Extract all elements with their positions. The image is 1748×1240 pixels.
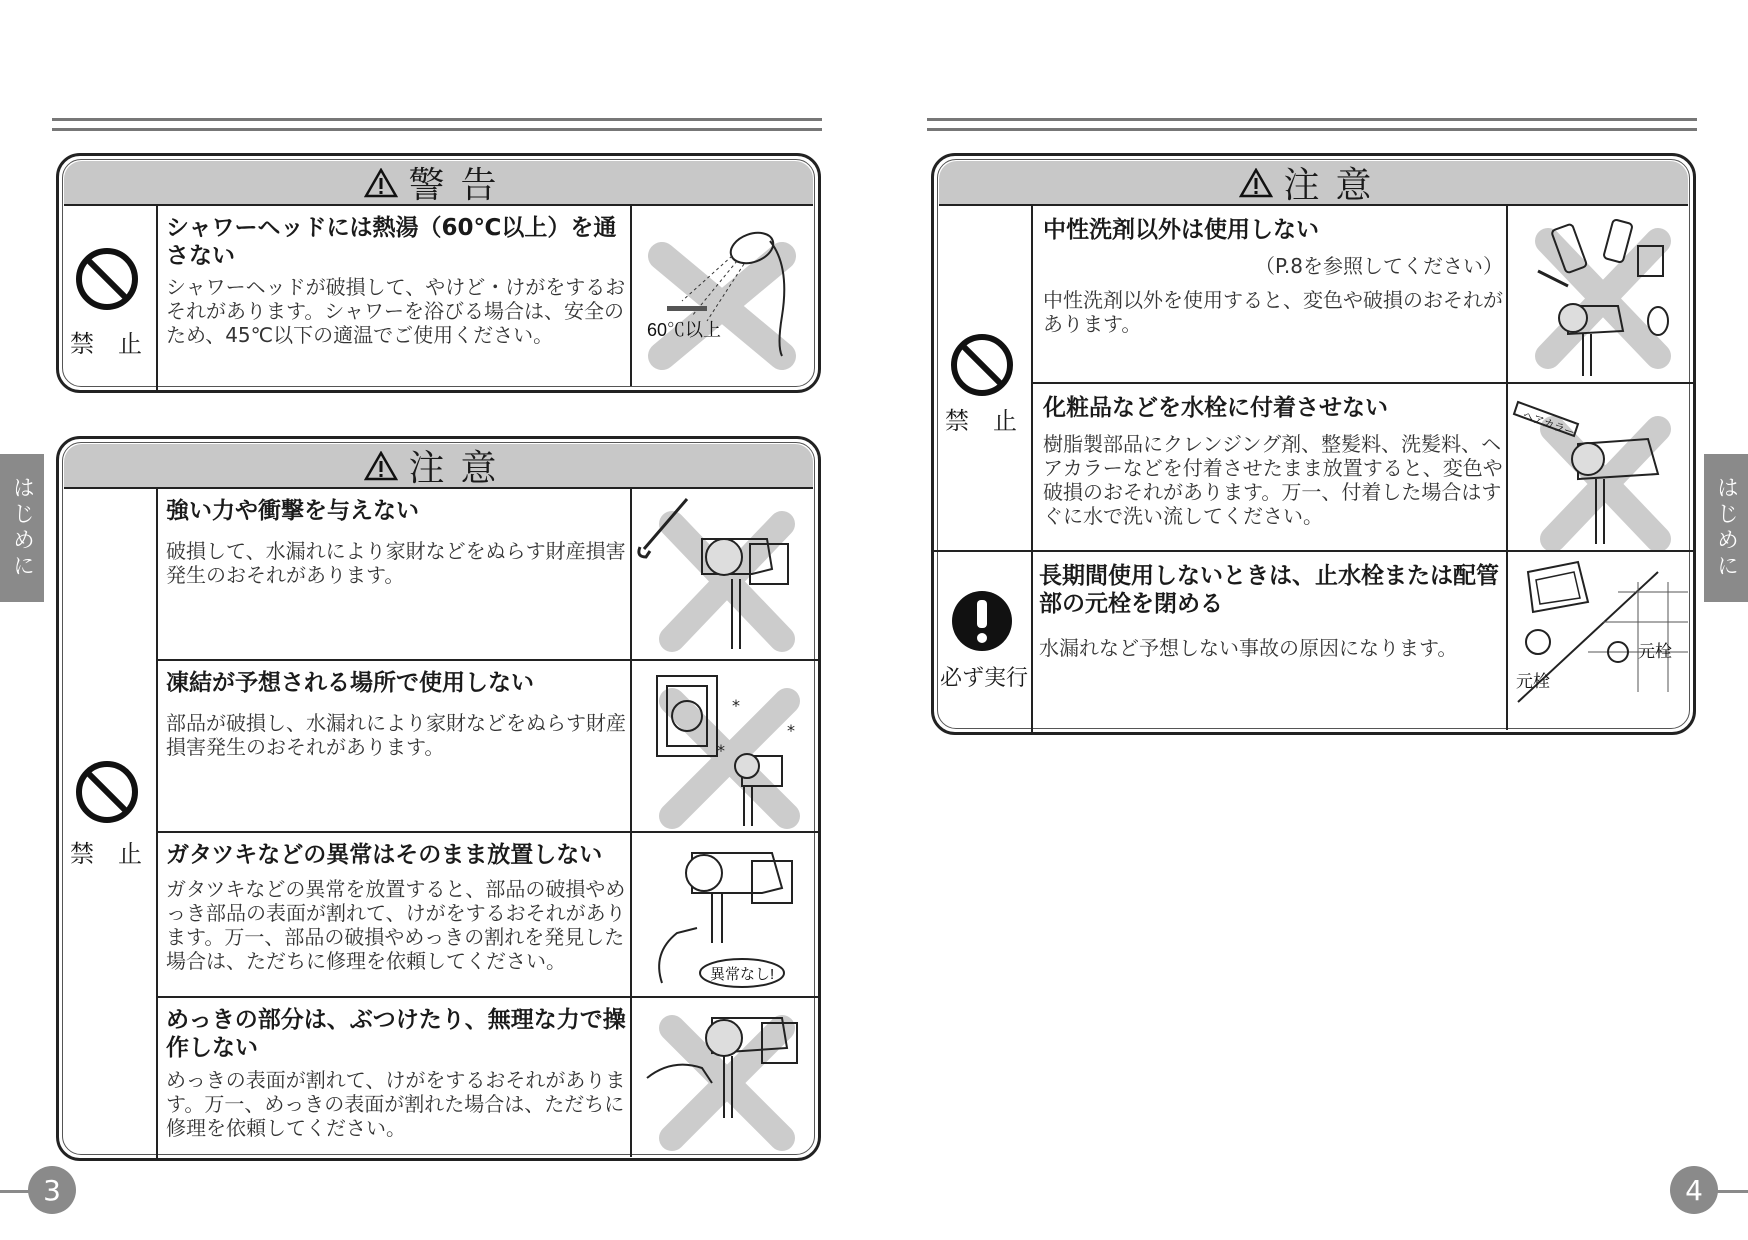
header-rule <box>927 128 1697 131</box>
caution-panel <box>56 436 821 1161</box>
item-body: 部品が破損し、水漏れにより家財などをぬらす財産損害発生のおそれがあります。 <box>166 711 626 759</box>
illustration-label: 60℃以上 <box>647 320 722 340</box>
warning-triangle-icon <box>364 168 398 198</box>
symbol-column <box>934 206 1033 732</box>
item-title: ガタツキなどの異常はそのまま放置しない <box>166 842 603 868</box>
caution-row <box>158 831 818 998</box>
item-title: 強い力や衝撃を与えない <box>166 498 419 524</box>
illustration-hot-water <box>630 206 814 386</box>
illustration-cosmetics <box>1506 384 1695 552</box>
caution-title: 注意 <box>408 448 513 489</box>
side-tab-introduction[interactable]: はじめに <box>0 454 44 602</box>
header-rule <box>927 118 1697 121</box>
header-rule <box>52 118 822 121</box>
illustration-freezing <box>630 661 820 833</box>
caution-row <box>1033 550 1693 730</box>
illustration-label: 異常なし! <box>710 966 775 983</box>
page-number: 4 <box>1670 1166 1718 1214</box>
item-title: 凍結が予想される場所で使用しない <box>166 670 534 696</box>
warning-title: 警告 <box>408 165 513 206</box>
prohibit-icon <box>74 759 140 825</box>
prohibit-icon <box>949 332 1015 398</box>
illustration-detergent <box>1506 206 1695 382</box>
item-title: めっきの部分は、ぶつけたり、無理な力で操作しない <box>166 1007 626 1061</box>
item-body: 中性洗剤以外を使用すると、変色や破損のおそれがあります。 <box>1043 288 1503 336</box>
item-body: ガタツキなどの異常を放置すると、部品の破損やめっき部品の表面が割れて、けがをするおそれがあります。万一、部品の破損やめっきの割れを発見した場合は、ただちに修理を依頼してください。 <box>166 877 626 973</box>
caution-row <box>1033 206 1693 382</box>
item-body: めっきの表面が割れて、けがをするおそれがあります。万一、めっきの表面が割れた場合は、ただちに修理を依頼してください。 <box>166 1068 626 1140</box>
valve-label: 元栓 <box>1516 672 1550 691</box>
item-body: 樹脂製部品にクレンジング剤、整髪料、洗髪料、ヘアカラーなどを付着させたまま放置すると、変色や破損のおそれがあります。万一、付着した場合はすぐに水で洗い流してください。 <box>1043 432 1503 528</box>
prohibit-icon <box>74 246 140 312</box>
illustration-impact <box>630 489 820 659</box>
illustration-check <box>630 833 820 998</box>
item-title: 化粧品などを水栓に付着させない <box>1043 395 1388 421</box>
caution-row <box>158 659 818 833</box>
item-title: シャワーヘッドには熱湯（60℃以上）を通さない <box>166 215 617 269</box>
item-title: 中性洗剤以外は使用しない <box>1043 217 1319 243</box>
prohibit-column <box>59 206 158 390</box>
warning-panel <box>56 153 821 393</box>
side-tab-introduction[interactable]: はじめに <box>1704 454 1748 602</box>
caution-panel <box>931 153 1696 735</box>
svg-text:*: * <box>717 741 725 760</box>
header-rule <box>52 128 822 131</box>
item-title: 長期間使用しないときは、止水栓または配管部の元栓を閉める <box>1039 563 1499 617</box>
caution-row <box>158 489 818 659</box>
caution-heading <box>939 161 1688 206</box>
illustration-plating <box>630 998 820 1157</box>
symbol-cell-prohibit <box>934 206 1031 552</box>
valve-label: 元栓 <box>1638 642 1672 661</box>
caution-row <box>158 996 818 1157</box>
illustration-label: ヘアカラー <box>1520 409 1577 440</box>
svg-text:*: * <box>787 721 795 740</box>
warning-heading <box>64 161 813 206</box>
prohibit-column <box>59 489 158 1158</box>
must-do-label: 必ず実行 <box>940 666 1029 691</box>
prohibit-label: 禁 止 <box>70 840 142 868</box>
item-body: シャワーヘッドが破損して、やけど・けがをするおそれがあります。シャワーを浴びる場合は、安全のため、45℃以下の適温でご使用ください。 <box>166 275 626 347</box>
item-note: （P.8を参照してください） <box>1254 254 1503 278</box>
svg-text:*: * <box>732 696 740 715</box>
caution-title: 注意 <box>1283 165 1388 206</box>
exclamation-icon <box>951 590 1013 652</box>
prohibit-label: 禁 止 <box>945 407 1017 435</box>
illustration-main-valve <box>1506 552 1695 730</box>
caution-row <box>1033 382 1693 552</box>
warning-triangle-icon <box>1239 168 1273 198</box>
item-body: 水漏れなど予想しない事故の原因になります。 <box>1039 636 1458 660</box>
page-number: 3 <box>28 1166 76 1214</box>
warning-triangle-icon <box>364 451 398 481</box>
prohibit-label: 禁 止 <box>70 330 142 358</box>
caution-heading <box>64 444 813 489</box>
item-body: 破損して、水漏れにより家財などをぬらす財産損害発生のおそれがあります。 <box>166 539 626 587</box>
